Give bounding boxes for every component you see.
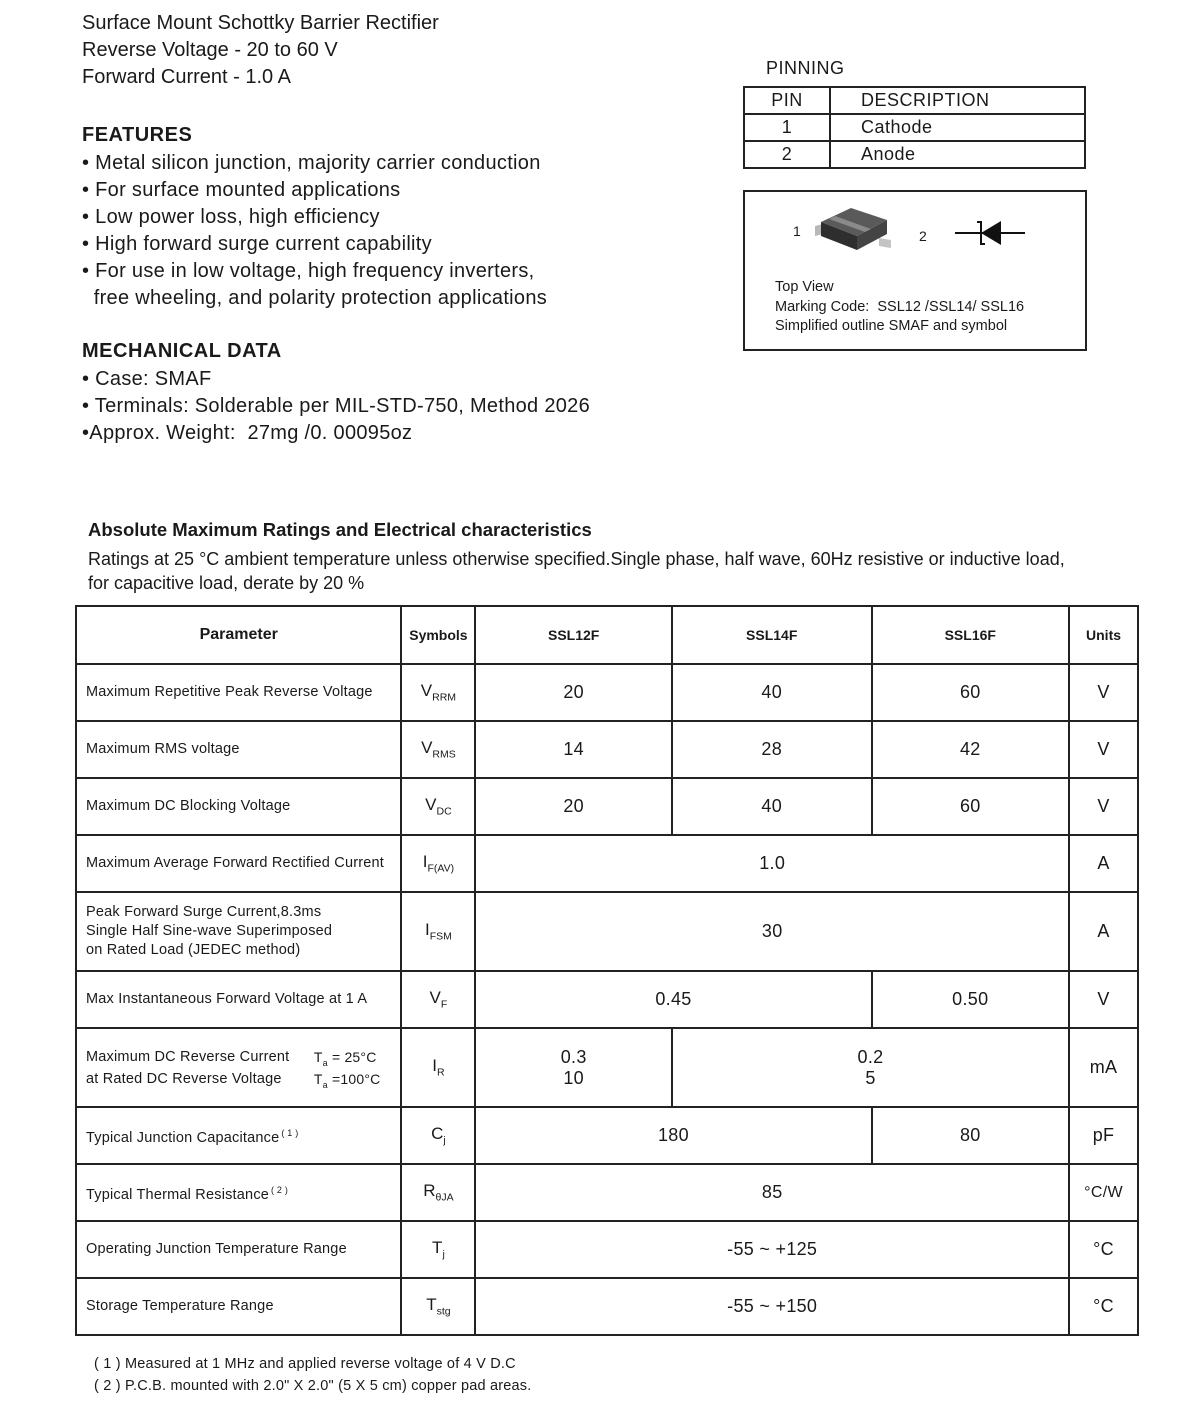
parameter-cell: Max Instantaneous Forward Voltage at 1 A <box>76 971 401 1028</box>
footnote-1: ( 1 ) Measured at 1 MHz and applied reverse voltage of 4 V D.C <box>94 1356 516 1372</box>
parameter-cell: Peak Forward Surge Current,8.3ms Single Half Sine-wave Superimposed on Rated Load (JEDEC method) <box>76 892 401 971</box>
value-cell: 0.3 10 <box>475 1028 672 1107</box>
value-cell: 0.2 5 <box>672 1028 1069 1107</box>
table-header-row <box>76 606 1138 664</box>
value-cell: 60 <box>872 778 1070 835</box>
table-row <box>76 1164 1138 1221</box>
outline-description: Simplified outline SMAF and symbol <box>775 318 1008 334</box>
symbol-cell: $C_j$ <box>401 1107 475 1164</box>
unit-cell: °C/W <box>1069 1164 1138 1221</box>
symbol-cell: $I_R$ <box>401 1028 475 1107</box>
mechanical-list <box>82 366 590 447</box>
table-row <box>76 892 1138 971</box>
document-title <box>82 10 439 91</box>
ratings-title: Absolute Maximum Ratings and Electrical characteristics <box>88 519 592 540</box>
list-item: • Metal silicon junction, majority carrier conduction <box>82 152 541 174</box>
parameter-cell: Maximum DC Reverse Current at Rated DC Reverse Voltage $T_a = 25^\circ C$ $T_a =100^\circ C$ <box>76 1028 401 1107</box>
table-row <box>76 1028 1138 1107</box>
pinning-label: PINNING <box>766 58 845 78</box>
header-symbols: Symbols <box>401 606 475 664</box>
pinning-table <box>743 86 1086 169</box>
unit-cell: °C <box>1069 1221 1138 1278</box>
package-pin-1-label: 1 <box>793 223 801 239</box>
marking-code: Marking Code: SSL12 /SSL14/ SSL16 <box>775 298 1025 315</box>
parameter-cell: Maximum Repetitive Peak Reverse Voltage <box>76 664 401 721</box>
header-ssl14f: SSL14F <box>672 606 872 664</box>
package-pin-2-label: 2 <box>919 228 927 244</box>
parameter-cell: Maximum DC Blocking Voltage <box>76 778 401 835</box>
table-row <box>76 1278 1138 1335</box>
ratings-table <box>75 605 1139 1336</box>
value-cell: 180 <box>475 1107 871 1164</box>
parameter-cell: Operating Junction Temperature Range <box>76 1221 401 1278</box>
unit-cell: V <box>1069 664 1138 721</box>
symbol-cell: $R_{\theta JA}$ <box>401 1164 475 1221</box>
table-row <box>744 87 1085 114</box>
ratings-desc-line-2: for capacitive load, derate by 20 % <box>88 573 365 593</box>
title-line-3: Forward Current - 1.0 A <box>82 66 291 88</box>
value-cell: 0.45 <box>475 971 871 1028</box>
ratings-desc-line-1: Ratings at 25 °C ambient temperature unless otherwise specified.Single phase, half wave, 60Hz resistive or inductive load, <box>88 549 1065 569</box>
table-row <box>76 1107 1138 1164</box>
description-header: DESCRIPTION <box>830 87 1085 114</box>
table-row <box>76 971 1138 1028</box>
pin-description: Anode <box>830 141 1085 168</box>
symbol-cell: $V_{RRM}$ <box>401 664 475 721</box>
parameter-cell: Maximum Average Forward Rectified Current <box>76 835 401 892</box>
mechanical-heading: MECHANICAL DATA <box>82 340 282 362</box>
footnote-2: ( 2 ) P.C.B. mounted with 2.0" X 2.0" (5 X 5 cm) copper pad areas. <box>94 1378 532 1394</box>
table-row <box>76 664 1138 721</box>
table-row <box>744 141 1085 168</box>
unit-cell: A <box>1069 835 1138 892</box>
list-item: • Case: SMAF <box>82 368 212 390</box>
value-cell: 80 <box>872 1107 1070 1164</box>
ratings-description <box>88 547 1168 595</box>
unit-cell: A <box>1069 892 1138 971</box>
parameter-cell: Maximum RMS voltage <box>76 721 401 778</box>
value-cell: -55 ~ +150 <box>475 1278 1069 1335</box>
pin-header: PIN <box>744 87 830 114</box>
footnotes <box>94 1353 532 1397</box>
value-cell: 60 <box>872 664 1070 721</box>
symbol-cell: $I_{F(AV)}$ <box>401 835 475 892</box>
parameter-cell: Storage Temperature Range <box>76 1278 401 1335</box>
value-cell: 42 <box>872 721 1070 778</box>
value-cell: -55 ~ +125 <box>475 1221 1069 1278</box>
unit-cell: pF <box>1069 1107 1138 1164</box>
list-item: free wheeling, and polarity protection applications <box>82 287 548 309</box>
value-cell: 40 <box>672 778 872 835</box>
title-line-2: Reverse Voltage - 20 to 60 V <box>82 39 338 61</box>
list-item: • Terminals: Solderable per MIL-STD-750, Method 2026 <box>82 395 591 417</box>
parameter-cell: Typical Thermal Resistance $^{( 2 )}$ <box>76 1164 401 1221</box>
unit-cell: °C <box>1069 1278 1138 1335</box>
value-cell: 30 <box>475 892 1069 971</box>
list-item: • Low power loss, high efficiency <box>82 206 380 228</box>
pin-description: Cathode <box>830 114 1085 141</box>
header-parameter: Parameter <box>76 606 401 664</box>
symbol-cell: $V_{DC}$ <box>401 778 475 835</box>
list-item: • High forward surge current capability <box>82 233 432 255</box>
table-row <box>76 1221 1138 1278</box>
smaf-package-icon <box>813 204 895 256</box>
symbol-cell: $T_j$ <box>401 1221 475 1278</box>
value-cell: 85 <box>475 1164 1069 1221</box>
symbol-cell: $V_{RMS}$ <box>401 721 475 778</box>
value-cell: 40 <box>672 664 872 721</box>
table-row <box>76 778 1138 835</box>
title-line-1: Surface Mount Schottky Barrier Rectifier <box>82 12 439 34</box>
symbol-cell: $T_{stg}$ <box>401 1278 475 1335</box>
unit-cell: V <box>1069 778 1138 835</box>
value-cell: 1.0 <box>475 835 1069 892</box>
table-row <box>76 835 1138 892</box>
header-ssl12f: SSL12F <box>475 606 672 664</box>
pin-number: 1 <box>744 114 830 141</box>
header-units: Units <box>1069 606 1138 664</box>
features-list <box>82 150 547 312</box>
value-cell: 28 <box>672 721 872 778</box>
list-item: •Approx. Weight: 27mg /0. 00095oz <box>82 422 413 444</box>
parameter-cell: Typical Junction Capacitance $^{( 1 )}$ <box>76 1107 401 1164</box>
table-row <box>76 721 1138 778</box>
list-item: • For surface mounted applications <box>82 179 401 201</box>
pin-number: 2 <box>744 141 830 168</box>
package-caption <box>775 278 1024 337</box>
value-cell: 20 <box>475 778 672 835</box>
list-item: • For use in low voltage, high frequency inverters, <box>82 260 535 282</box>
schottky-diode-symbol-icon <box>953 218 1027 248</box>
symbol-cell: $V_F$ <box>401 971 475 1028</box>
value-cell: 20 <box>475 664 672 721</box>
value-cell: 0.50 <box>872 971 1070 1028</box>
unit-cell: mA <box>1069 1028 1138 1107</box>
symbol-cell: $I_{FSM}$ <box>401 892 475 971</box>
value-cell: 14 <box>475 721 672 778</box>
features-heading: FEATURES <box>82 124 193 146</box>
header-ssl16f: SSL16F <box>872 606 1070 664</box>
package-outline-box <box>743 190 1087 351</box>
unit-cell: V <box>1069 721 1138 778</box>
unit-cell: V <box>1069 971 1138 1028</box>
table-row <box>744 114 1085 141</box>
top-view-label: Top View <box>775 279 834 295</box>
